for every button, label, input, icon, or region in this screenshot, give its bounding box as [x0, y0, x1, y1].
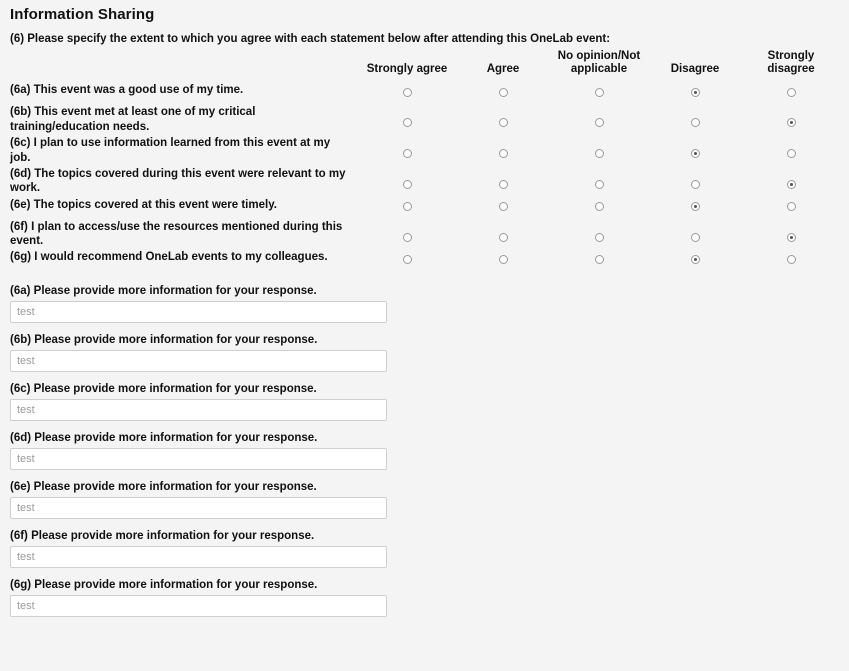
matrix-cell[interactable] [455, 197, 551, 219]
matrix-row [10, 166, 839, 197]
matrix-cell[interactable] [647, 82, 743, 104]
matrix-row [10, 135, 839, 166]
followup-block [10, 285, 839, 323]
followup-label: (6b) Please provide more information for your response. [10, 334, 318, 347]
matrix-cell[interactable] [455, 249, 551, 271]
radio-3-0[interactable] [403, 180, 412, 189]
matrix-cell[interactable] [455, 219, 551, 250]
radio-1-4[interactable] [787, 118, 796, 127]
followup-label: (6f) Please provide more information for your response. [10, 530, 315, 543]
matrix-cell[interactable] [455, 166, 551, 197]
matrix-cell[interactable] [743, 82, 839, 104]
radio-4-4[interactable] [787, 202, 796, 211]
radio-1-0[interactable] [403, 118, 412, 127]
matrix-cell[interactable] [359, 166, 455, 197]
survey-page [0, 6, 849, 671]
followup-label: (6g) Please provide more information for your response. [10, 579, 318, 592]
agreement-matrix [10, 49, 839, 271]
followup-input[interactable] [10, 546, 387, 568]
question-6-intro: (6) Please specify the extent to which you agree with each statement below after attending this OneLab event: [10, 33, 611, 45]
followup-input[interactable] [10, 448, 387, 470]
matrix-corner [10, 49, 359, 82]
radio-4-2[interactable] [595, 202, 604, 211]
matrix-row [10, 219, 839, 250]
followup-questions [10, 285, 839, 617]
matrix-column-header-1: Agree [486, 63, 520, 76]
matrix-cell[interactable] [743, 166, 839, 197]
matrix-cell[interactable] [455, 82, 551, 104]
matrix-row-label: (6f) I plan to access/use the resources mentioned during this event. [10, 220, 343, 248]
matrix-cell[interactable] [455, 135, 551, 166]
matrix-row [10, 82, 839, 104]
matrix-cell[interactable] [647, 135, 743, 166]
matrix-row [10, 197, 839, 219]
radio-3-4[interactable] [787, 180, 796, 189]
followup-input[interactable] [10, 350, 387, 372]
matrix-row-label: (6c) I plan to use information learned from this event at my job. [10, 137, 331, 164]
matrix-cell[interactable] [551, 82, 647, 104]
matrix-row-label: (6g) I would recommend OneLab events to my colleagues. [10, 251, 328, 264]
matrix-cell[interactable] [359, 104, 455, 135]
matrix-cell[interactable] [743, 249, 839, 271]
radio-2-3[interactable] [691, 149, 700, 158]
radio-4-3[interactable] [691, 202, 700, 211]
followup-label: (6c) Please provide more information for your response. [10, 383, 317, 396]
followup-input[interactable] [10, 595, 387, 617]
radio-5-2[interactable] [595, 233, 604, 242]
matrix-cell[interactable] [743, 197, 839, 219]
followup-input[interactable] [10, 301, 387, 323]
matrix-cell[interactable] [455, 104, 551, 135]
followup-input[interactable] [10, 399, 387, 421]
radio-3-1[interactable] [499, 180, 508, 189]
followup-block [10, 383, 839, 421]
radio-0-3[interactable] [691, 88, 700, 97]
matrix-cell[interactable] [647, 166, 743, 197]
followup-label: (6e) Please provide more information for your response. [10, 481, 317, 494]
matrix-cell[interactable] [359, 135, 455, 166]
radio-6-3[interactable] [691, 255, 700, 264]
followup-input[interactable] [10, 497, 387, 519]
radio-3-2[interactable] [595, 180, 604, 189]
matrix-cell[interactable] [551, 166, 647, 197]
radio-1-2[interactable] [595, 118, 604, 127]
radio-6-0[interactable] [403, 255, 412, 264]
radio-5-1[interactable] [499, 233, 508, 242]
matrix-column-header-2: No opinion/Not applicable [557, 50, 641, 76]
radio-6-2[interactable] [595, 255, 604, 264]
radio-0-1[interactable] [499, 88, 508, 97]
radio-4-1[interactable] [499, 202, 508, 211]
radio-2-2[interactable] [595, 149, 604, 158]
matrix-cell[interactable] [647, 249, 743, 271]
matrix-cell[interactable] [647, 219, 743, 250]
matrix-row-label: (6e) The topics covered at this event were timely. [10, 198, 277, 211]
radio-1-3[interactable] [691, 118, 700, 127]
matrix-cell[interactable] [551, 219, 647, 250]
matrix-cell[interactable] [551, 197, 647, 219]
radio-5-4[interactable] [787, 233, 796, 242]
followup-label: (6a) Please provide more information for your response. [10, 285, 317, 298]
matrix-cell[interactable] [743, 104, 839, 135]
matrix-cell[interactable] [359, 249, 455, 271]
followup-block [10, 334, 839, 372]
matrix-row-label: (6b) This event met at least one of my critical training/education needs. [10, 106, 256, 133]
radio-3-3[interactable] [691, 180, 700, 189]
matrix-cell[interactable] [551, 135, 647, 166]
matrix-cell[interactable] [359, 197, 455, 219]
matrix-cell[interactable] [551, 249, 647, 271]
radio-0-4[interactable] [787, 88, 796, 97]
followup-block [10, 432, 839, 470]
radio-2-1[interactable] [499, 149, 508, 158]
matrix-cell[interactable] [743, 219, 839, 250]
matrix-row [10, 249, 839, 271]
radio-2-0[interactable] [403, 149, 412, 158]
matrix-row-label: (6d) The topics covered during this event were relevant to my work. [10, 167, 346, 195]
radio-5-0[interactable] [403, 233, 412, 242]
radio-5-3[interactable] [691, 233, 700, 242]
matrix-column-header-0: Strongly agree [366, 63, 448, 76]
matrix-cell[interactable] [647, 104, 743, 135]
followup-block [10, 481, 839, 519]
radio-6-4[interactable] [787, 255, 796, 264]
matrix-cell[interactable] [551, 104, 647, 135]
page-title: Information Sharing [10, 6, 155, 23]
followup-block [10, 579, 839, 617]
matrix-column-header-4: Strongly disagree [767, 50, 815, 76]
radio-0-0[interactable] [403, 88, 412, 97]
matrix-cell[interactable] [647, 197, 743, 219]
matrix-cell[interactable] [359, 219, 455, 250]
matrix-cell[interactable] [359, 82, 455, 104]
radio-1-1[interactable] [499, 118, 508, 127]
followup-block [10, 530, 839, 568]
matrix-cell[interactable] [743, 135, 839, 166]
matrix-column-header-3: Disagree [670, 63, 720, 76]
matrix-row-label: (6a) This event was a good use of my time. [10, 84, 244, 97]
radio-0-2[interactable] [595, 88, 604, 97]
radio-4-0[interactable] [403, 202, 412, 211]
matrix-row [10, 104, 839, 135]
radio-6-1[interactable] [499, 255, 508, 264]
matrix-body [10, 82, 839, 271]
radio-2-4[interactable] [787, 149, 796, 158]
followup-label: (6d) Please provide more information for your response. [10, 432, 318, 445]
